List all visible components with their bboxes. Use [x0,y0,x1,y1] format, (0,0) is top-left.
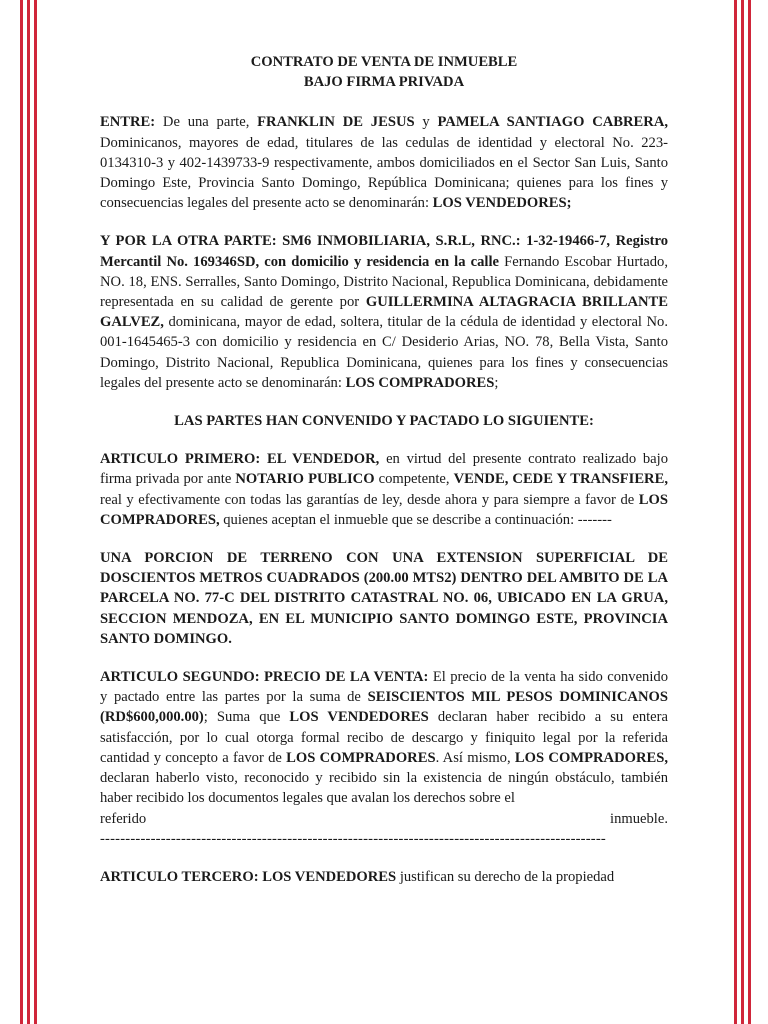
article-first: ARTICULO PRIMERO: EL VENDEDOR, en virtud del presente contrato realizado bajo firma privada por ante NOTARIO PUBLICO competente, VENDE, CEDE Y TRANSFIERE, real y efectivamente con todas las garantías de ley, desde ahora y para siempre a favor de LOS COMPRADORES, quienes aceptan el inmueble que se describe a continuación: ------- [100,451,668,528]
document-body [100,52,668,887]
document-subtitle: BAJO FIRMA PRIVADA [303,74,465,91]
paragraph-parties-sellers: ENTRE: De una parte, FRANKLIN DE JESUS y PAMELA SANTIAGO CABRERA, Dominicanos, mayores de edad, titulares de las cedulas de identidad y electoral No. 223-0134310-3 y 402-1439733-9 respectivamente, ambos domiciliados en el Sector San Luis, Santo Domingo Este, Provincia Santo Domingo, República Dominicana; quienes para los fines y consecuencias legales del presente acto se denominarán: LOS VENDEDORES; [100,114,669,212]
paragraph-parties-buyers: Y POR LA OTRA PARTE: SM6 INMOBILIARIA, S.R.L, RNC.: 1-32-19466-7, Registro Mercantil No. 169346SD, con domicilio y residencia en la calle Fernando Escobar Hurtado, NO. 18, ENS. Serralles, Santo Domingo, Distrito Nacional, Republica Dominicana, debidamente representada en su calidad de gerente por GUILLERMINA ALTAGRACIA BRILLANTE GALVEZ, dominicana, mayor de edad, soltera, titular de la cédula de identidad y electoral No. 001-1645465-3 con domicilio y residencia en C/ Desiderio Arias, NO. 78, Bella Vista, Santo Domingo, Distrito Nacional, Republica Dominicana, quienes para los fines y consecuencias legales del presente acto se denominarán: LOS COMPRADORES; [100,233,669,391]
right-border-line-3 [748,0,751,1024]
agreement-heading: LAS PARTES HAN CONVENIDO Y PACTADO LO SIGUIENTE: [174,413,594,430]
right-border-line-2 [741,0,744,1024]
entre-label: ENTRE: [100,114,156,131]
left-border-line-3 [34,0,37,1024]
right-border-line-1 [734,0,737,1024]
document-title: CONTRATO DE VENTA DE INMUEBLE [250,54,518,70]
property-description: UNA PORCION DE TERRENO CON UNA EXTENSION SUPERFICIAL DE DOSCIENTOS METROS CUADRADOS (200.00 MTS2) DENTRO DEL AMBITO DE LA PARCELA NO. 77-C DEL DISTRITO CATASTRAL NO. 06, UBICADO EN LA GRUA, SECCION MENDOZA, EN EL MUNICIPIO SANTO DOMINGO ESTE, PROVINCIA SANTO DOMINGO. [100,550,668,647]
article-second: ARTICULO SEGUNDO: PRECIO DE LA VENTA: El precio de la venta ha sido convenido y pactado entre las partes por la suma de SEISCIENTOS MIL PESOS DOMINICANOS (RD$600,000.00); Suma que LOS VENDEDORES declaran haber recibido a su entera satisfacción, por lo cual otorga formal recibo de descargo y finiquito legal por la referida cantidad y concepto a favor de LOS COMPRADORES. Así mismo, LOS COMPRADORES, declaran haberlo visto, reconocido y recibido sin la existencia de ningún obstáculo, también haber recibido los documentos legales que avalan los derechos sobre el [100,669,669,807]
dash-separator: ---------------------------------------------------------------------------------------------------- [100,830,606,847]
left-border-line-1 [20,0,23,1024]
article-second-last-line: referido inmueble. [100,810,668,827]
left-border-line-2 [27,0,30,1024]
article-third: ARTICULO TERCERO: LOS VENDEDORES justifican su derecho de la propiedad [100,868,615,885]
